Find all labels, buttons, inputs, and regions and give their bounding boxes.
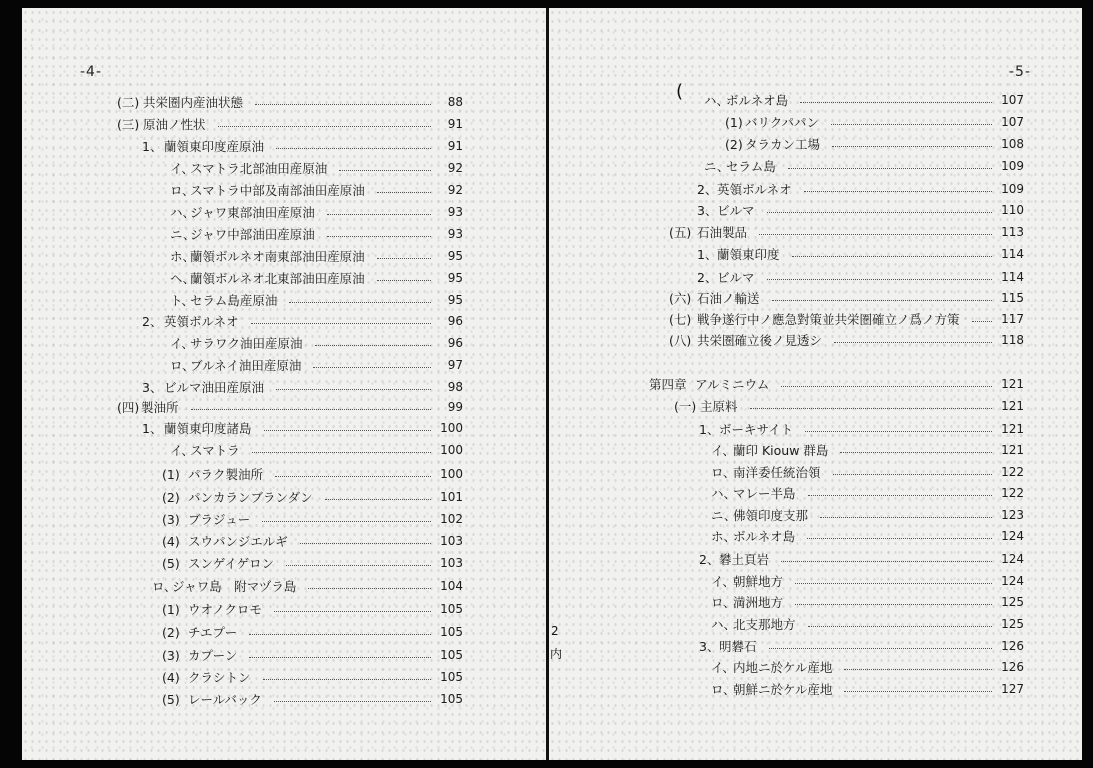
toc-label: スウパンジエルギ [188,534,288,549]
toc-entry [711,462,1024,482]
toc-label: 礬土頁岩 [719,552,770,567]
toc-entry [669,330,1024,350]
toc-marker: ニ、 [704,159,730,174]
dot-leader [325,499,431,500]
toc-page-number: 95 [447,271,463,285]
toc-marker: イ、 [170,443,194,458]
toc-page-number: 95 [447,249,463,263]
toc-marker: ハ、 [711,617,737,632]
toc-entry [699,549,1024,569]
toc-marker: (五) [669,225,692,240]
toc-entry [697,179,1024,199]
dot-leader [264,430,431,431]
dot-leader [800,102,992,103]
toc-label: 佛領印度支那 [733,508,809,523]
toc-page-number: 95 [447,293,463,307]
dot-leader [327,214,431,215]
toc-entry [142,418,463,438]
toc-page-number: 92 [447,161,463,175]
toc-marker: ロ、 [170,358,195,373]
toc-entry [170,224,463,244]
dot-leader [832,146,992,147]
toc-page-number: 103 [440,534,463,548]
dot-leader [769,648,992,649]
dot-leader [313,367,431,368]
toc-entry [170,290,463,310]
toc-label: ブルネイ油田産原油 [190,358,302,373]
toc-label: ボルネオ島 [733,529,796,544]
toc-label: 英領ボルネオ [164,314,239,329]
toc-label: 石油ノ輸送 [697,291,760,306]
toc-label: レールバック [188,692,262,707]
margin-note: 内 [550,647,563,661]
toc-entry [170,202,463,222]
toc-page-number: 121 [1001,422,1024,436]
toc-entry [170,246,463,266]
toc-page-number: 100 [440,467,463,481]
toc-marker: 2、 [699,552,720,567]
toc-entry [117,92,463,112]
dot-leader [249,657,431,658]
toc-label: スマトラ [190,443,240,458]
toc-marker: 2、 [697,182,718,197]
toc-page-number: 121 [1001,443,1024,457]
toc-page-number: 99 [447,400,463,414]
dot-leader [772,300,992,301]
toc-entry [162,531,463,551]
toc-page-number: 109 [1001,159,1024,173]
dot-leader [255,104,431,105]
dot-leader [840,452,992,453]
toc-label: パラク製油所 [188,467,264,482]
toc-entry [142,136,463,156]
toc-page-number: 100 [440,421,463,435]
toc-page-number: 102 [440,512,463,526]
dot-leader [767,212,992,213]
toc-label: 戦争遂行中ノ應急對策並共栄圏確立ノ爲ノ方策 [697,312,960,327]
toc-label: ジャワ中部油田産原油 [190,227,315,242]
toc-label: 朝鮮地方 [733,574,784,589]
toc-marker: (四) [117,400,140,415]
toc-marker: ロ、 [711,682,736,697]
toc-marker: ハ、 [711,486,737,501]
toc-entry [704,156,1024,176]
toc-entry [170,333,463,353]
toc-entry [697,200,1024,220]
toc-entry [725,134,1024,154]
toc-label: 蘭印 Kiouw 群島 [733,443,829,458]
toc-page-number: 100 [440,443,463,457]
dot-leader [792,256,992,257]
toc-page-number: 121 [1001,399,1024,413]
toc-entry [162,622,463,642]
toc-entry [170,355,463,375]
toc-page-number: 93 [447,205,463,219]
toc-label: カプーン [188,648,238,663]
toc-marker: ハ、 [704,93,730,108]
toc-marker: (4) [162,533,180,549]
toc-page-number: 101 [440,490,463,504]
toc-page-number: 125 [1001,617,1024,631]
dot-leader [191,409,431,410]
dot-leader [781,561,992,562]
toc-label: マレー半島 [733,486,796,501]
toc-page-number: 105 [440,602,463,616]
dot-leader [820,517,992,518]
page-number: -4- [80,64,103,80]
toc-entry [711,526,1024,546]
toc-label: 南洋委任統治領 [733,465,821,480]
toc-marker: (2) [725,136,743,152]
toc-label: クラシトン [188,670,251,685]
toc-page-number: 108 [1001,137,1024,151]
toc-page-number: 124 [1001,529,1024,543]
toc-label: 満洲地方 [733,595,784,610]
toc-marker: イ、 [711,574,735,589]
toc-marker: (1) [725,114,743,130]
toc-marker: (3) [162,647,180,663]
dot-leader [808,626,992,627]
dot-leader [249,634,431,635]
toc-marker: (3) [162,511,180,527]
toc-marker: (三) [117,117,140,132]
dot-leader [807,538,992,539]
dot-leader [972,321,992,322]
toc-page-number: 105 [440,648,463,662]
toc-marker: 3、 [699,639,720,654]
toc-marker: イ、 [711,443,735,458]
dot-leader [327,236,431,237]
toc-page-number: 93 [447,227,463,241]
toc-marker: (八) [669,333,692,348]
toc-marker: (一) [674,399,697,414]
toc-marker: 1、 [142,421,163,436]
toc-marker: (1) [162,466,180,482]
toc-page-number: 114 [1001,247,1024,261]
toc-entry [170,440,463,460]
toc-entry [170,180,463,200]
toc-marker: (1) [162,601,180,617]
toc-label: 明礬石 [719,639,757,654]
toc-entry [170,158,463,178]
toc-marker: 1、 [699,422,720,437]
toc-entry [711,483,1024,503]
dot-leader [251,323,431,324]
toc-label: 朝鮮ニ於ケル産地 [733,682,833,697]
toc-page-number: 118 [1001,333,1024,347]
toc-label: ボルネオ島 [726,93,789,108]
toc-page-number: 109 [1001,182,1024,196]
toc-marker: ニ、 [711,508,737,523]
margin-note: 2 [551,624,559,638]
toc-entry [162,667,463,687]
ink-smudge: ( [676,81,684,102]
toc-label: 原油ノ性状 [143,117,206,132]
toc-entry [711,571,1024,591]
toc-page-number: 96 [447,314,463,328]
toc-label: 製油所 [141,400,179,415]
toc-page-number: 122 [1001,465,1024,479]
toc-page-number: 121 [1001,377,1024,391]
toc-page-number: 122 [1001,486,1024,500]
toc-marker: (二) [117,95,140,110]
dot-leader [759,234,992,235]
dot-leader [781,386,992,387]
toc-entry [711,440,1024,460]
dot-leader [286,565,431,566]
toc-entry [711,657,1024,677]
toc-label: パンカランブランダン [188,490,313,505]
toc-label: 蘭領ボルネオ北東部油田産原油 [190,271,365,286]
dot-leader [844,669,992,670]
toc-page-number: 117 [1001,312,1024,326]
toc-marker: (5) [162,555,180,571]
toc-page-number: 104 [440,579,463,593]
toc-marker: イ、 [170,336,194,351]
toc-label: 蘭領東印度諸島 [164,421,252,436]
toc-entry [162,464,463,484]
toc-entry [669,309,1024,329]
toc-page-number: 114 [1001,270,1024,284]
toc-label: 蘭領東印度産原油 [164,139,265,154]
toc-entry [699,419,1024,439]
toc-label: 内地ニ於ケル産地 [733,660,833,675]
toc-marker: (2) [162,624,180,640]
toc-label: アルミニウム [695,377,770,392]
toc-entry [162,645,463,665]
toc-page-number: 127 [1001,682,1024,696]
toc-label: 共栄圏内産油状態 [143,95,244,110]
left-page [22,8,546,760]
toc-marker: 第四章 [649,377,687,392]
toc-entry [711,614,1024,634]
toc-page-number: 105 [440,692,463,706]
toc-label: タラカン工場 [745,137,821,152]
toc-label: ビルマ [717,270,755,285]
toc-label: スマトラ北部油田産原油 [190,161,328,176]
toc-entry [697,267,1024,287]
toc-label: スンゲイゲロン [188,556,275,571]
toc-label: 蘭領東印度 [717,247,780,262]
toc-page-number: 105 [440,670,463,684]
toc-entry [117,397,463,417]
toc-label: 蘭領ボルネオ南東部油田産原油 [190,249,365,264]
toc-page-number: 126 [1001,639,1024,653]
toc-page-number: 113 [1001,225,1024,239]
toc-marker: (5) [162,691,180,707]
toc-entry [162,487,463,507]
toc-label: 石油製品 [697,225,748,240]
toc-entry [170,268,463,288]
toc-page-number: 123 [1001,508,1024,522]
toc-marker: ロ、 [711,595,736,610]
toc-entry [162,509,463,529]
toc-label: チエプー [188,625,238,640]
toc-page-number: 107 [1001,115,1024,129]
toc-marker: (2) [162,489,180,505]
dot-leader [289,302,431,303]
dot-leader [276,148,431,149]
toc-marker: ホ、 [170,249,196,264]
dot-leader [831,124,992,125]
toc-label: バリクパパン [745,115,820,130]
toc-marker: 1、 [142,139,163,154]
toc-marker: ロ、 [711,465,736,480]
toc-entry [669,288,1024,308]
dot-leader [788,168,992,169]
toc-label: ボーキサイト [719,422,794,437]
toc-entry [699,636,1024,656]
toc-entry [152,576,463,596]
toc-label: セラム島産原油 [190,293,278,308]
toc-entry [704,90,1024,110]
toc-page-number: 105 [440,625,463,639]
toc-entry [674,396,1024,416]
dot-leader [274,611,431,612]
toc-page-number: 126 [1001,660,1024,674]
dot-leader [218,126,431,127]
dot-leader [300,543,431,544]
toc-label: 共栄圏確立後ノ見透シ [697,333,823,348]
toc-marker: ニ、 [170,227,196,242]
dot-leader [377,258,431,259]
toc-marker: (七) [669,312,692,327]
dot-leader [308,588,431,589]
toc-entry [117,114,463,134]
dot-leader [804,191,992,192]
dot-leader [252,452,431,453]
toc-page-number: 98 [447,380,463,394]
toc-page-number: 97 [447,358,463,372]
toc-marker: ホ、 [711,529,737,544]
toc-label: セラム島 [726,159,776,174]
dot-leader [767,279,992,280]
dot-leader [315,345,431,346]
dot-leader [750,408,992,409]
toc-page-number: 91 [447,117,463,131]
toc-label: ビルマ [717,203,755,218]
toc-marker: (六) [669,291,692,306]
toc-page-number: 88 [447,95,463,109]
toc-marker: (4) [162,669,180,685]
toc-marker: ト、 [170,293,194,308]
toc-entry [669,222,1024,242]
dot-leader [275,476,431,477]
toc-page-number: 124 [1001,552,1024,566]
dot-leader [262,521,431,522]
dot-leader [339,170,431,171]
toc-marker: ロ、 [170,183,195,198]
toc-page-number: 107 [1001,93,1024,107]
toc-entry [162,553,463,573]
toc-label: サラワク油田産原油 [190,336,303,351]
toc-marker: イ、 [711,660,735,675]
toc-entry [711,679,1024,699]
toc-entry [142,377,463,397]
toc-marker: ハ、 [170,205,196,220]
dot-leader [795,604,992,605]
dot-leader [274,701,431,702]
dot-leader [377,280,431,281]
toc-page-number: 115 [1001,291,1024,305]
toc-label: 主原料 [700,399,738,414]
toc-entry [649,374,1024,394]
toc-entry [142,311,463,331]
toc-label: ウオノクロモ [188,602,262,617]
toc-label: ジャワ島 附マヅラ島 [172,579,297,594]
toc-entry [711,505,1024,525]
toc-marker: イ、 [170,161,194,176]
toc-page-number: 125 [1001,595,1024,609]
dot-leader [263,679,431,680]
toc-marker: 1、 [697,247,718,262]
toc-entry [162,599,463,619]
toc-label: ジャワ東部油田産原油 [190,205,315,220]
toc-label: 英領ボルネオ [717,182,792,197]
dot-leader [833,474,992,475]
toc-page-number: 110 [1001,203,1024,217]
toc-marker: 2、 [142,314,163,329]
toc-page-number: 92 [447,183,463,197]
dot-leader [795,583,992,584]
toc-entry [697,244,1024,264]
toc-page-number: 96 [447,336,463,350]
toc-label: 北支那地方 [733,617,796,632]
toc-label: スマトラ中部及南部油田産原油 [190,183,365,198]
dot-leader [377,192,431,193]
toc-entry [162,689,463,709]
dot-leader [844,691,992,692]
toc-page-number: 103 [440,556,463,570]
toc-label: ブラジュー [188,512,251,527]
dot-leader [808,495,992,496]
page-number: -5- [1009,64,1032,80]
toc-entry [725,112,1024,132]
toc-marker: ヘ、 [170,271,196,286]
right-page [549,8,1082,760]
toc-marker: 3、 [142,380,163,395]
toc-entry [711,592,1024,612]
toc-page-number: 124 [1001,574,1024,588]
dot-leader [276,389,431,390]
toc-marker: 3、 [697,203,718,218]
toc-label: ビルマ油田産原油 [164,380,265,395]
toc-marker: ロ、 [152,579,177,594]
dot-leader [805,431,992,432]
toc-page-number: 91 [447,139,463,153]
dot-leader [834,342,992,343]
toc-marker: 2、 [697,270,718,285]
